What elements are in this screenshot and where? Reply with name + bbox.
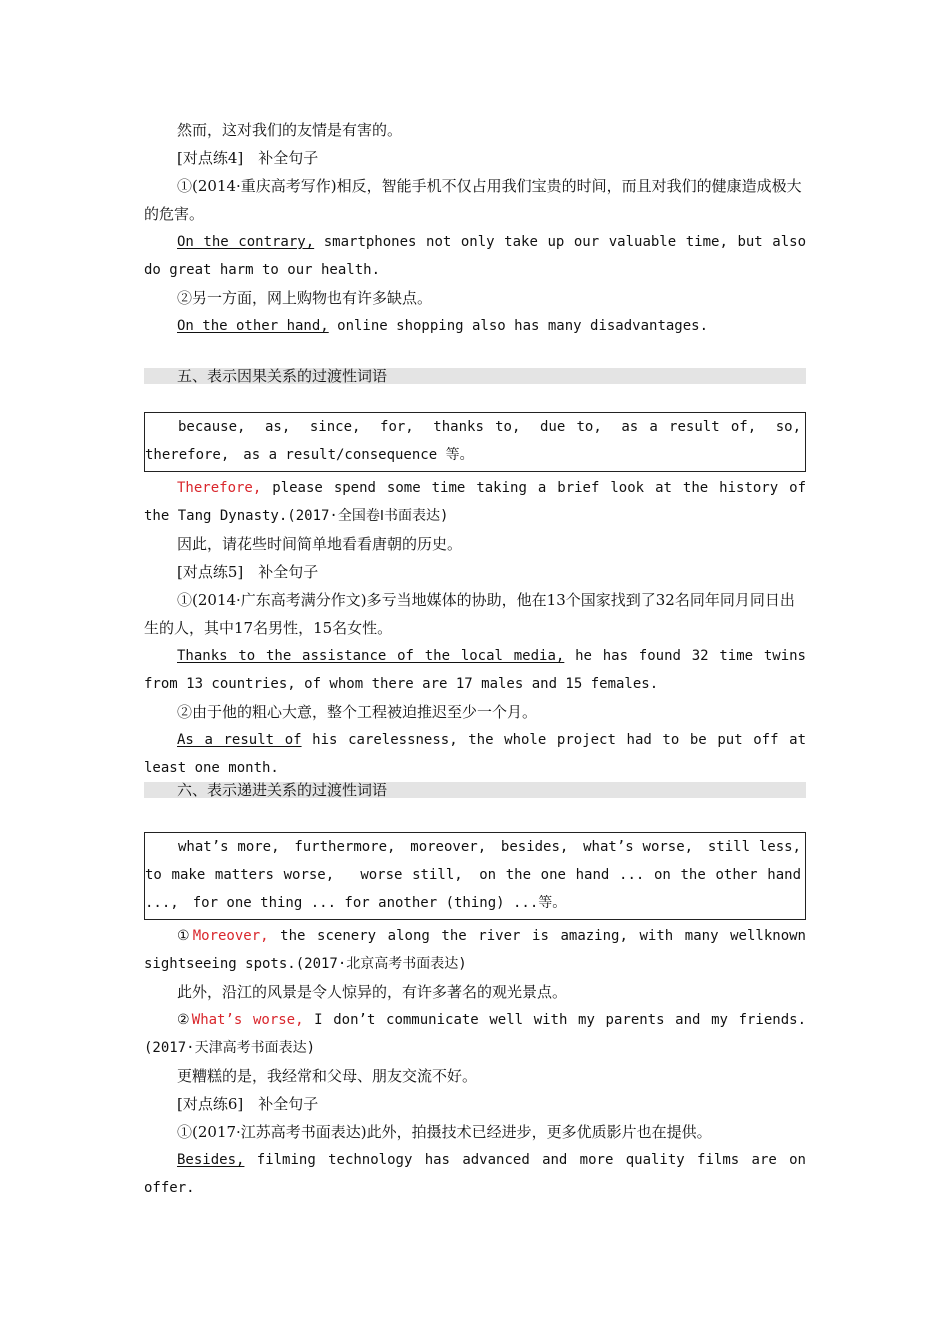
- answer-rest: filming technology has advanced and more quality films are on offer.: [144, 1152, 806, 1196]
- highlight-word: What’s worse,: [191, 1012, 304, 1028]
- answer-rest: he has found 32 time twins from 13 countries, of whom there are 17 males and 15 females.: [144, 648, 806, 692]
- word-list: because, as, since, for, thanks to, due to, as a result of, so, therefore, as a result/consequence 等。: [145, 419, 801, 463]
- example-sentence: [144, 1006, 806, 1062]
- answer-blank: Besides,: [177, 1152, 245, 1168]
- section-heading: 六、表示递进关系的过渡性词语: [144, 782, 806, 798]
- exercise-title: [对点练4] 补全句子: [177, 149, 319, 167]
- exercise-title: [对点练5] 补全句子: [177, 563, 319, 581]
- answer-blank: Thanks to the assistance of the local media,: [177, 648, 565, 664]
- example-sentence: [144, 922, 806, 978]
- exercise-answer: [144, 726, 806, 782]
- highlight-word: Moreover,: [192, 928, 269, 944]
- answer-blank: As a result of: [177, 732, 302, 748]
- exercise-question: ①(2014·广东高考满分作文)多亏当地媒体的协助，他在13个国家找到了32名同年同月同日出生的人，其中17名男性，15名女性。: [144, 591, 795, 637]
- answer-blank: On the other hand,: [177, 318, 329, 334]
- exercise-question: ②另一方面，网上购物也有许多缺点。: [177, 289, 433, 307]
- exercise-answer: [144, 1146, 806, 1202]
- example-rest: the scenery along the river is amazing, with many wellknown sightseeing spots.(2017·北京高考书面表达): [144, 928, 806, 972]
- word-list-box: [144, 412, 806, 472]
- answer-rest: his carelessness, the whole project had to be put off at least one month.: [144, 732, 807, 776]
- example-rest: please spend some time taking a brief look at the history of the Tang Dynasty.(2017·全国卷Ⅰ书面表达): [144, 480, 806, 524]
- translation-text: 此外，沿江的风景是令人惊异的，有许多著名的观光景点。: [177, 983, 568, 1001]
- exercise-title: [对点练6] 补全句子: [177, 1095, 319, 1113]
- exercise-answer: [144, 228, 806, 284]
- translation-text: 更糟糕的是，我经常和父母、朋友交流不好。: [177, 1067, 478, 1085]
- document-body: [144, 116, 815, 1202]
- example-sentence: [144, 474, 806, 530]
- word-list-box: [144, 832, 815, 920]
- word-list: what’s more, furthermore, moreover, besides, what’s worse, still less, to make matters worse, worse still, on the one hand ... on the other hand ..., for one thing ... for another (thing) ...等。: [145, 839, 815, 911]
- exercise-question: ①(2014·重庆高考写作)相反，智能手机不仅占用我们宝贵的时间，而且对我们的健康造成极大的危害。: [144, 177, 802, 223]
- exercise-question: ①(2017·江苏高考书面表达)此外，拍摄技术已经进步，更多优质影片也在提供。: [177, 1123, 712, 1141]
- exercise-question: ②由于他的粗心大意，整个工程被迫推迟至少一个月。: [177, 703, 538, 721]
- answer-blank: On the contrary,: [177, 234, 315, 250]
- exercise-answer: [144, 312, 806, 340]
- highlight-word: Therefore,: [177, 480, 262, 496]
- section-heading: 五、表示因果关系的过渡性词语: [144, 368, 806, 384]
- item-number: ②: [177, 1012, 192, 1028]
- answer-rest: smartphones not only take up our valuable time, but also do great harm to our health.: [144, 234, 807, 278]
- example-rest: I don’t communicate well with my parents and my friends.(2017·天津高考书面表达): [144, 1012, 807, 1056]
- answer-rest: online shopping also has many disadvantages.: [328, 318, 709, 334]
- translation-text: 然而，这对我们的友情是有害的。: [177, 121, 403, 139]
- translation-text: 因此，请花些时间简单地看看唐朝的历史。: [177, 535, 463, 553]
- item-number: ①: [177, 928, 193, 944]
- exercise-answer: [144, 642, 806, 698]
